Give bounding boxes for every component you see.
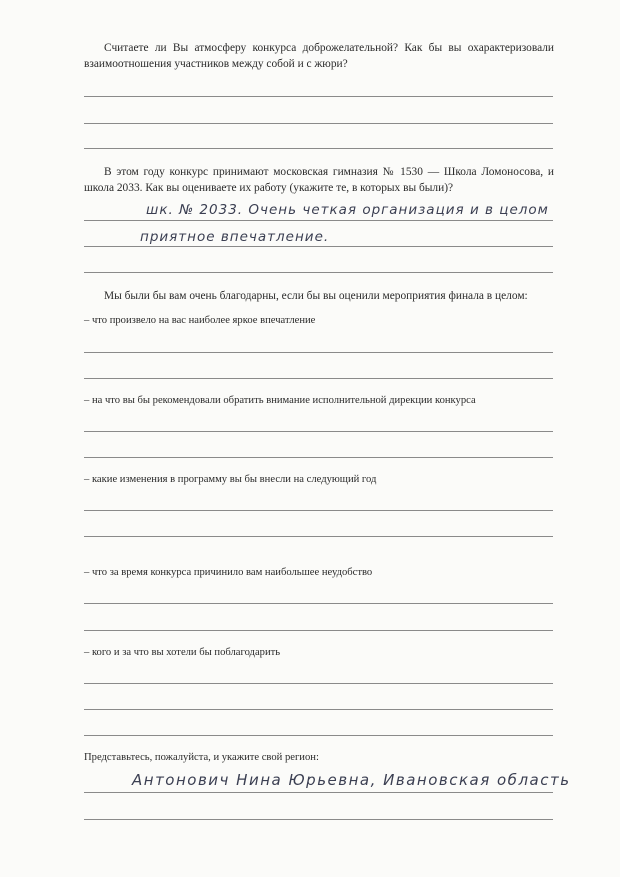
answer-line[interactable] <box>84 819 553 820</box>
answer-line[interactable] <box>84 220 553 221</box>
handwritten-answer-region: Антонович Нина Юрьевна, Ивановская область <box>132 771 571 789</box>
answer-line[interactable] <box>84 431 553 432</box>
handwritten-answer-schools-1: шк. № 2033. Очень четкая организация и в целом <box>146 202 549 218</box>
answer-line[interactable] <box>84 352 553 353</box>
answer-line[interactable] <box>84 683 553 684</box>
answer-line[interactable] <box>84 735 553 736</box>
question-schools: В этом году конкурс принимают московская гимназия № 1530 — Школа Ломоносова, и школа 2033. Как вы оцениваете их работу (укажите те, в которых вы были)? <box>84 166 554 194</box>
answer-line[interactable] <box>84 510 553 511</box>
answer-line[interactable] <box>84 457 553 458</box>
answer-line[interactable] <box>84 792 553 793</box>
question-thanks: – кого и за что вы хотели бы поблагодарить <box>84 647 281 658</box>
question-brightest: – что произвело на вас наиболее яркое впечатление <box>84 315 316 326</box>
answer-line[interactable] <box>84 246 553 247</box>
question-region: Представьтесь, пожалуйста, и укажите свой регион: <box>84 752 319 763</box>
answer-line[interactable] <box>84 603 553 604</box>
question-atmosphere: Считаете ли Вы атмосферу конкурса доброжелательной? Как бы вы охарактеризовали взаимоотношения участников между собой и с жюри? <box>84 42 554 70</box>
question-recommend: – на что вы бы рекомендовали обратить внимание исполнительной дирекции конкурса <box>84 395 476 406</box>
answer-line[interactable] <box>84 96 553 97</box>
handwritten-answer-schools-2: приятное впечатление. <box>140 229 330 245</box>
answer-line[interactable] <box>84 630 553 631</box>
answer-line[interactable] <box>84 536 553 537</box>
question-changes: – какие изменения в программу вы бы внесли на следующий год <box>84 474 377 485</box>
final-intro: Мы были бы вам очень благодарны, если бы вы оценили мероприятия финала в целом: <box>104 290 528 302</box>
question-inconvenience: – что за время конкурса причинило вам наибольшее неудобство <box>84 567 373 578</box>
answer-line[interactable] <box>84 709 553 710</box>
answer-line[interactable] <box>84 378 553 379</box>
answer-line[interactable] <box>84 148 553 149</box>
answer-line[interactable] <box>84 123 553 124</box>
answer-line[interactable] <box>84 272 553 273</box>
